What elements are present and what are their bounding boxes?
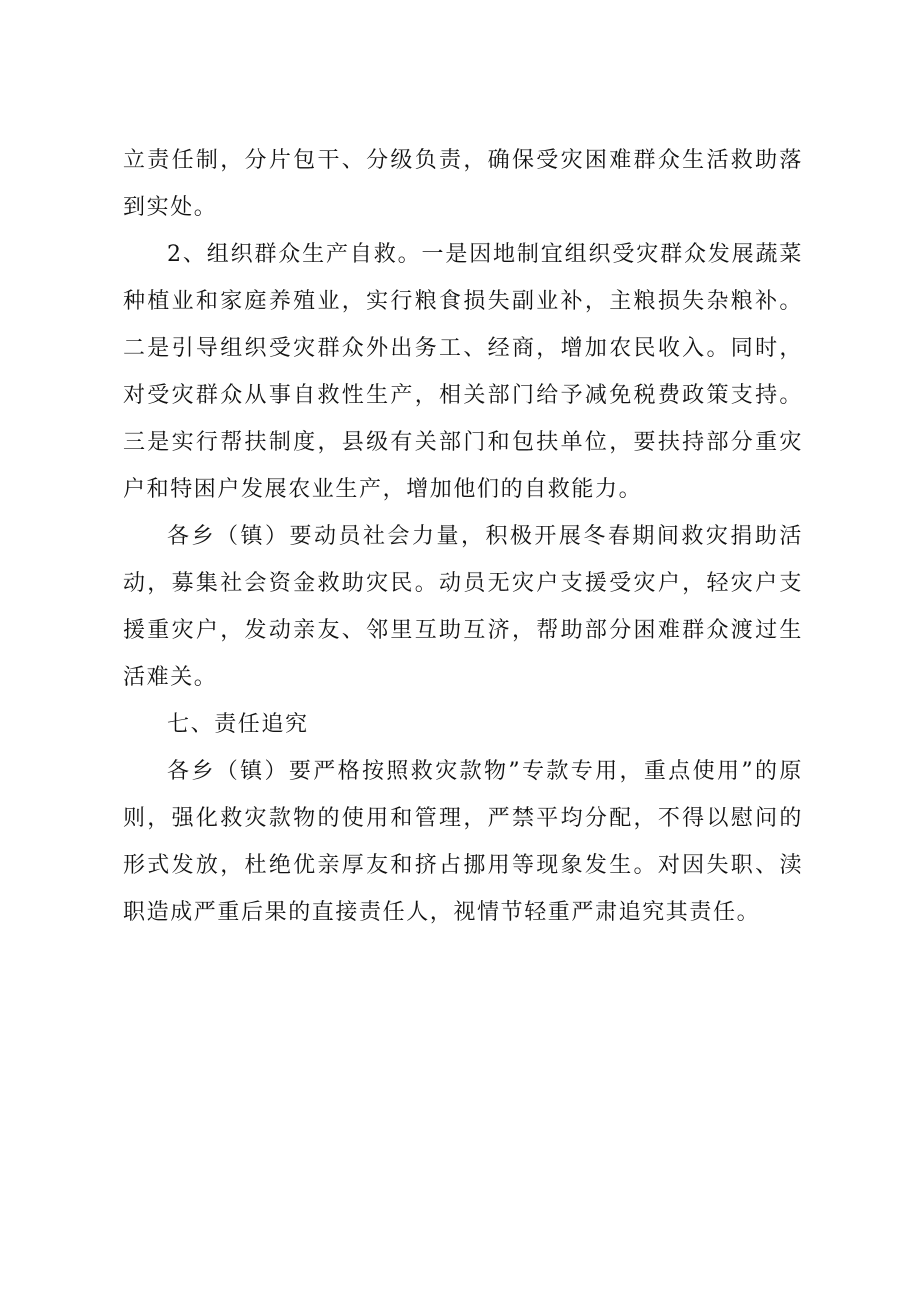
section-heading-accountability: 七、责任追究 — [167, 712, 309, 737]
paragraph-production-self-rescue: 2、组织群众生产自救。一是因地制宜组织受灾群众发展蔬菜种植业和家庭养殖业，实行粮食损失副业补，主粮损失杂粮补。二是引导组织受灾群众外出务工、经商，增加农民收入。同时，对受灾群众从事自救性生产，相关部门给予减免税费政策支持。三是实行帮扶制度，县级有关部门和包扶单位，要扶持部分重灾户和特困户发展农业生产，增加他们的自救能力。 — [123, 242, 803, 502]
paragraph-continuation: 立责任制，分片包干、分级负责，确保受灾困难群众生活救助落到实处。 — [123, 148, 803, 220]
document-body — [123, 137, 803, 936]
paragraph-social-mobilization: 各乡（镇）要动员社会力量，积极开展冬春期间救灾捐助活动，募集社会资金救助灾民。动员无灾户支援受灾户，轻灾户支援重灾户，发动亲友、邻里互助互济，帮助部分困难群众渡过生活难关。 — [123, 524, 803, 690]
paragraph-accountability: 各乡（镇）要严格按照救灾款物”专款专用，重点使用”的原则，强化救灾款物的使用和管理，严禁平均分配，不得以慰问的形式发放，杜绝优亲厚友和挤占挪用等现象发生。对因失职、渎职造成严重后果的直接责任人，视情节轻重严肃追究其责任。 — [123, 759, 803, 925]
